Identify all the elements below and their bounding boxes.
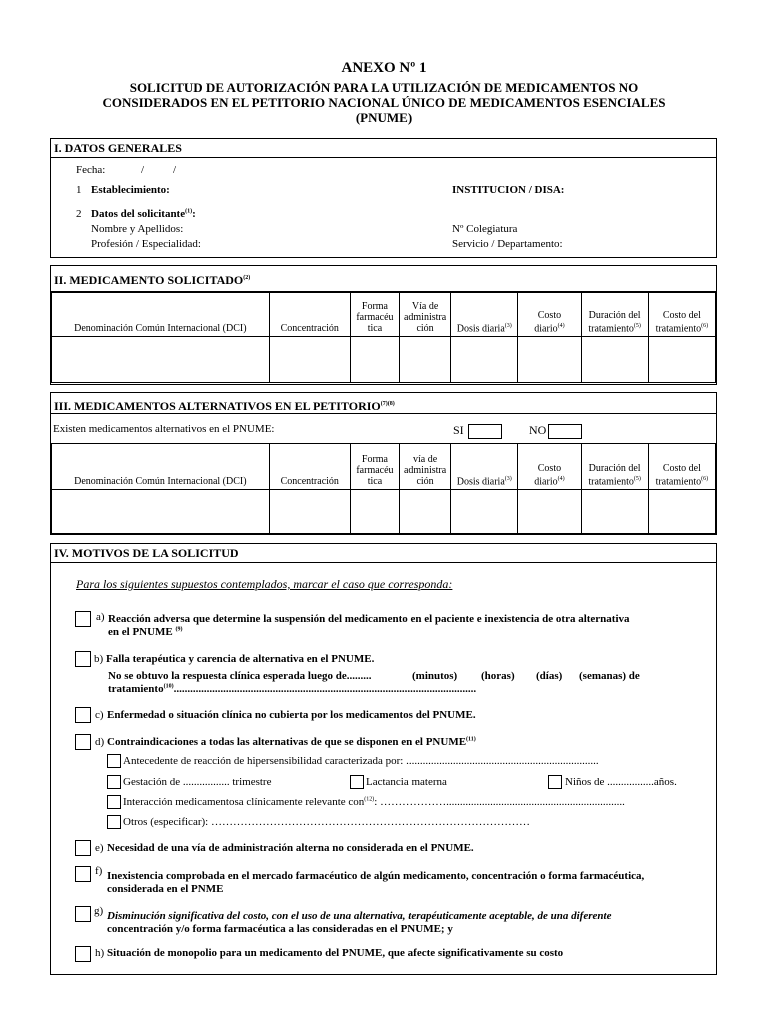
checkbox-c[interactable] [75, 707, 91, 723]
col-dci: Denominación Común Internacional (DCI) [52, 444, 270, 490]
input-cell[interactable] [269, 337, 350, 383]
option-b-semanas: (semanas) de [579, 670, 640, 682]
col-forma: Forma farmacéu tica [350, 293, 399, 337]
option-letter: b) [94, 653, 104, 665]
option-b-dias: (días) [536, 670, 563, 682]
option-h-text: Situación de monopolio para un medicamento del PNUME, que afecte significativamente su costo [107, 947, 564, 959]
nombre-label: Nombre y Apellidos: [91, 223, 184, 235]
checkbox-lactancia[interactable] [350, 775, 364, 789]
establecimiento-label: Establecimiento: [91, 184, 170, 196]
option-g-text: concentración y/o forma farmacéutica a las consideradas en el PNUME; y [107, 923, 453, 935]
col-costo-tratamiento: Costo del tratamiento$^{(6)}$ [648, 444, 715, 490]
input-cell[interactable] [350, 490, 399, 534]
date-slash: / [141, 164, 145, 176]
solicitante-label: Datos del solicitante$^{(1)}$: [91, 208, 196, 220]
option-f-text: considerada en el PNME [107, 883, 224, 895]
checkbox-f[interactable] [75, 866, 91, 882]
option-g-text: Disminución significativa del costo, con el uso de una alternativa, terapéuticamente aceptable, de una diferente [107, 910, 612, 922]
col-dci: Denominación Común Internacional (DCI) [52, 293, 270, 337]
col-forma: Forma farmacéu tica [350, 444, 399, 490]
antecedente-label: Antecedente de reacción de hipersensibilidad caracterizada por: ...................................................................... [123, 755, 599, 767]
colegiatura-label: Nº Colegiatura [452, 223, 518, 235]
si-checkbox[interactable] [468, 424, 502, 439]
section-medicamento-solicitado [50, 265, 717, 385]
checkbox-otros[interactable] [107, 815, 121, 829]
fecha-label: Fecha: [76, 164, 106, 176]
input-cell[interactable] [581, 490, 648, 534]
col-concentracion: Concentración [269, 444, 350, 490]
input-cell[interactable] [52, 490, 270, 534]
option-d-text: Contraindicaciones a todas las alternativas de que se disponen en el PNUME$^{(11)}$ [107, 736, 476, 748]
section-medicamentos-alternativos [50, 392, 717, 535]
intro-text: Para los siguientes supuestos contemplados, marcar el caso que corresponda: [76, 577, 453, 591]
otros-label: Otros (especificar): …………………………………………………………………………… [123, 816, 530, 828]
input-cell[interactable] [581, 337, 648, 383]
option-c-text: Enfermedad o situación clínica no cubierta por los medicamentos del PNUME. [107, 709, 476, 721]
input-cell[interactable] [52, 337, 270, 383]
option-b-sub: No se obtuvo la respuesta clínica esperada luego de......... [108, 670, 372, 682]
col-via: vía de administra ción [400, 444, 451, 490]
gestacion-label: Gestación de ................. trimestre [123, 776, 272, 788]
checkbox-a[interactable] [75, 611, 91, 627]
lactancia-label: Lactancia materna [366, 776, 447, 788]
no-checkbox[interactable] [548, 424, 582, 439]
interaccion-label: Interacción medicamentosa clínicamente relevante con$^{(12)}$: ………………................................................................. [123, 796, 625, 808]
section-title: II. MEDICAMENTO SOLICITADO$^{(2)}$ [51, 266, 716, 292]
no-label: NO [529, 423, 547, 437]
checkbox-interaccion[interactable] [107, 795, 121, 809]
date-slash: / [173, 164, 177, 176]
option-a-text: en el PNUME $^{(9)}$ [108, 626, 183, 638]
col-duracion: Duración del tratamiento$^{(5)}$ [581, 444, 648, 490]
checkbox-h[interactable] [75, 946, 91, 962]
option-letter: f) [95, 865, 103, 877]
section-title: I. DATOS GENERALES [51, 139, 716, 158]
col-dosis: Dosis diaria$^{(3)}$ [451, 293, 518, 337]
section-datos-generales [50, 138, 717, 258]
existen-label: Existen medicamentos alternativos en el PNUME: [53, 423, 275, 435]
checkbox-ninos[interactable] [548, 775, 562, 789]
input-cell[interactable] [518, 490, 581, 534]
col-costo-diario: Costo diario$^{(4)}$ [518, 293, 581, 337]
annex-title: ANEXO Nº 1 [341, 60, 427, 76]
form-title-line3: (PNUME) [355, 110, 413, 125]
option-letter: g) [94, 905, 104, 917]
option-b-sub: tratamiento$^{(10)}$.............................................................................................................. [108, 683, 477, 695]
option-letter: h) [95, 947, 105, 959]
form-title-line1: SOLICITUD DE AUTORIZACIÓN PARA LA UTILIZACIÓN DE MEDICAMENTOS NO [129, 80, 639, 95]
item-number: 1 [76, 184, 82, 196]
section-title: IV. MOTIVOS DE LA SOLICITUD [51, 544, 716, 563]
col-dosis: Dosis diaria$^{(3)}$ [451, 444, 518, 490]
option-letter: c) [95, 709, 104, 721]
input-cell[interactable] [400, 490, 451, 534]
si-label: SI [453, 423, 464, 437]
checkbox-antecedente[interactable] [107, 754, 121, 768]
option-f-text: Inexistencia comprobada en el mercado farmacéutico de algún medicamento, concentración o forma farmacéutica, [107, 870, 645, 882]
option-b-horas: (horas) [481, 670, 515, 682]
servicio-label: Servicio / Departamento: [452, 238, 563, 250]
col-via: Vía de administra ción [400, 293, 451, 337]
option-a-text: Reacción adversa que determine la suspensión del medicamento en el paciente e inexistencia de otra alternativa [108, 613, 630, 625]
checkbox-gestacion[interactable] [107, 775, 121, 789]
checkbox-g[interactable] [75, 906, 91, 922]
option-b-minutos: (minutos) [412, 670, 458, 682]
ninos-label: Niños de .................años. [565, 776, 677, 788]
input-cell[interactable] [648, 337, 715, 383]
institucion-label: INSTITUCION / DISA: [452, 184, 565, 196]
section-motivos [50, 543, 717, 975]
section-title: III. MEDICAMENTOS ALTERNATIVOS EN EL $PETITORIO^{(7)(8)}$ [51, 393, 716, 414]
input-cell[interactable] [269, 490, 350, 534]
input-cell[interactable] [350, 337, 399, 383]
checkbox-e[interactable] [75, 840, 91, 856]
alternativos-table [51, 443, 716, 534]
profesion-label: Profesión / Especialidad: [91, 238, 201, 250]
input-cell[interactable] [451, 490, 518, 534]
checkbox-b[interactable] [75, 651, 91, 667]
col-concentracion: Concentración [269, 293, 350, 337]
option-letter: e) [95, 842, 104, 854]
checkbox-d[interactable] [75, 734, 91, 750]
input-cell[interactable] [400, 337, 451, 383]
option-letter: d) [95, 736, 105, 748]
medicamento-table [51, 292, 716, 383]
option-b-text: Falla terapéutica y carencia de alternativa en el PNUME. [106, 653, 375, 665]
input-cell[interactable] [451, 337, 518, 383]
option-e-text: Necesidad de una vía de administración alterna no considerada en el PNUME. [107, 842, 474, 854]
col-costo-tratamiento: Costo del tratamiento$^{(6)}$ [648, 293, 715, 337]
form-title-line2: CONSIDERADOS EN EL PETITORIO NACIONAL ÚNICO DE MEDICAMENTOS ESENCIALES [102, 95, 666, 110]
item-number: 2 [76, 208, 82, 220]
option-letter: a) [96, 611, 105, 623]
input-cell[interactable] [518, 337, 581, 383]
col-costo-diario: Costo diario$^{(4)}$ [518, 444, 581, 490]
col-duracion: Duración del tratamiento$^{(5)}$ [581, 293, 648, 337]
input-cell[interactable] [648, 490, 715, 534]
